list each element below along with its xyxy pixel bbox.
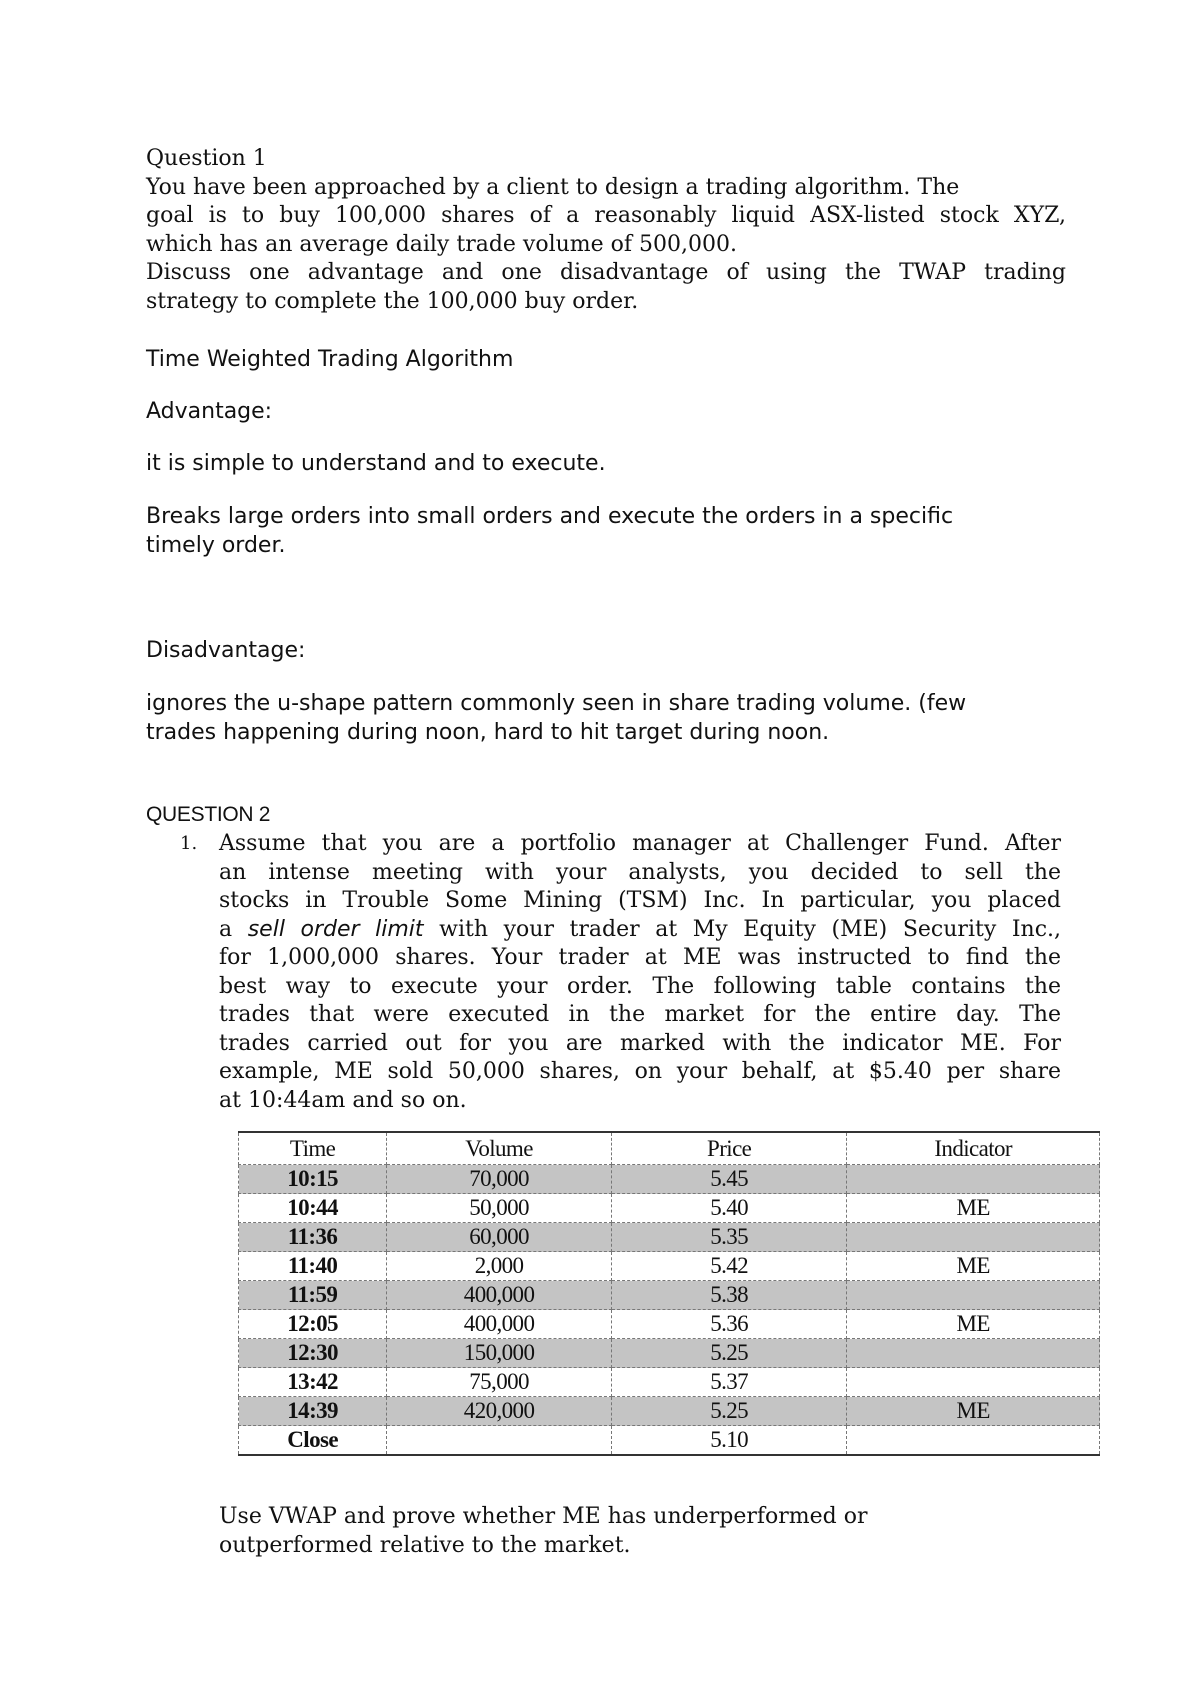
- question-2-followup: [219, 1503, 1061, 1560]
- indicator-cell: ME: [847, 1397, 1100, 1426]
- question-1: [146, 145, 1066, 316]
- volume-cell: 50,000: [387, 1194, 612, 1223]
- price-cell: 5.40: [611, 1194, 846, 1223]
- table-row: [239, 1426, 1100, 1456]
- question-2-text-line-4: [219, 916, 1061, 945]
- question-2-text-line: for 1,000,000 shares. Your trader at ME was instructed to find the: [219, 945, 1061, 970]
- header-indicator: Indicator: [847, 1132, 1100, 1165]
- time-cell: 10:44: [239, 1194, 387, 1223]
- question-1-text-line: Discuss one advantage and one disadvantage of using the TWAP trading: [146, 260, 1066, 285]
- volume-cell: 2,000: [387, 1252, 612, 1281]
- indicator-cell: ME: [847, 1310, 1100, 1339]
- table-row: [239, 1368, 1100, 1397]
- time-cell: 11:40: [239, 1252, 387, 1281]
- list-number: 1.: [180, 833, 198, 854]
- italic-term: sell order limit: [247, 916, 424, 942]
- time-cell: 12:05: [239, 1310, 387, 1339]
- time-cell: 13:42: [239, 1368, 387, 1397]
- volume-cell: 400,000: [387, 1310, 612, 1339]
- question-1-text-line: which has an average daily trade volume of 500,000.: [146, 231, 738, 257]
- time-cell: 11:59: [239, 1281, 387, 1310]
- question-2-heading: QUESTION 2: [146, 803, 271, 826]
- indicator-cell: ME: [847, 1252, 1100, 1281]
- price-cell: 5.25: [611, 1339, 846, 1368]
- indicator-cell: [847, 1426, 1100, 1456]
- question-1-text-line: goal is to buy 100,000 shares of a reasonably liquid ASX-listed stock XYZ,: [146, 203, 1066, 228]
- disadvantage-label: Disadvantage:: [146, 638, 306, 663]
- followup-text-line: outperformed relative to the market.: [219, 1532, 631, 1558]
- advantage-label: Advantage:: [146, 399, 273, 424]
- table-row: [239, 1310, 1100, 1339]
- price-cell: 5.10: [611, 1426, 846, 1456]
- price-cell: 5.37: [611, 1368, 846, 1397]
- header-volume: Volume: [387, 1132, 612, 1165]
- time-cell: Close: [239, 1426, 387, 1456]
- price-cell: 5.38: [611, 1281, 846, 1310]
- header-time: Time: [239, 1132, 387, 1165]
- answer-title: Time Weighted Trading Algorithm: [146, 347, 514, 372]
- indicator-cell: [847, 1165, 1100, 1194]
- question-2-text-line: Assume that you are a portfolio manager at Challenger Fund. After: [219, 831, 1061, 856]
- question-2-text-line: an intense meeting with your analysts, you decided to sell the: [219, 859, 1061, 885]
- volume-cell: 75,000: [387, 1368, 612, 1397]
- indicator-cell: [847, 1368, 1100, 1397]
- volume-cell: 420,000: [387, 1397, 612, 1426]
- question-2-text-line: at 10:44am and so on.: [219, 1087, 467, 1113]
- price-cell: 5.35: [611, 1223, 846, 1252]
- time-cell: 14:39: [239, 1397, 387, 1426]
- question-2-text-line: trades that were executed in the market for the entire day. The: [219, 1002, 1061, 1027]
- volume-cell: [387, 1426, 612, 1456]
- question-1-text-line: You have been approached by a client to design a trading algorithm. The: [146, 174, 960, 200]
- disadvantage-text-line: trades happening during noon, hard to hit target during noon.: [146, 719, 830, 745]
- table-row: [239, 1339, 1100, 1368]
- header-price: Price: [611, 1132, 846, 1165]
- table-body: [239, 1165, 1100, 1456]
- advantage-text-line: Breaks large orders into small orders and execute the orders in a specific: [146, 504, 954, 529]
- indicator-cell: [847, 1281, 1100, 1310]
- trades-table: [238, 1131, 1100, 1456]
- followup-text-line: Use VWAP and prove whether ME has underperformed or: [219, 1504, 868, 1529]
- volume-cell: 70,000: [387, 1165, 612, 1194]
- price-cell: 5.36: [611, 1310, 846, 1339]
- text-prefix: a: [219, 916, 248, 942]
- advantage-text-line: timely order.: [146, 532, 286, 558]
- question-1-text-line: strategy to complete the 100,000 buy order.: [146, 288, 639, 314]
- table-row: [239, 1194, 1100, 1223]
- question-2-text-line: example, ME sold 50,000 shares, on your behalf, at $5.40 per share: [219, 1059, 1061, 1084]
- text-suffix: with your trader at My Equity (ME) Security Inc.,: [423, 916, 1061, 942]
- table-header-row: [239, 1132, 1100, 1165]
- price-cell: 5.25: [611, 1397, 846, 1426]
- table-row: [239, 1397, 1100, 1426]
- time-cell: 12:30: [239, 1339, 387, 1368]
- disadvantage-text-line: ignores the u-shape pattern commonly seen in share trading volume. (few: [146, 691, 967, 716]
- table-row: [239, 1223, 1100, 1252]
- question-2-text-line: stocks in Trouble Some Mining (TSM) Inc. In particular, you placed: [219, 888, 1061, 913]
- advantage-point-2: [146, 503, 1066, 560]
- question-2-body: [219, 830, 1061, 1115]
- question-2-text-line: trades carried out for you are marked with the indicator ME. For: [219, 1030, 1061, 1056]
- price-cell: 5.42: [611, 1252, 846, 1281]
- time-cell: 10:15: [239, 1165, 387, 1194]
- indicator-cell: [847, 1339, 1100, 1368]
- time-cell: 11:36: [239, 1223, 387, 1252]
- table-row: [239, 1165, 1100, 1194]
- question-1-heading: Question 1: [146, 146, 267, 171]
- indicator-cell: [847, 1223, 1100, 1252]
- table-row: [239, 1252, 1100, 1281]
- volume-cell: 60,000: [387, 1223, 612, 1252]
- price-cell: 5.45: [611, 1165, 846, 1194]
- indicator-cell: ME: [847, 1194, 1100, 1223]
- question-2-text-line: best way to execute your order. The following table contains the: [219, 973, 1061, 999]
- volume-cell: 400,000: [387, 1281, 612, 1310]
- table-row: [239, 1281, 1100, 1310]
- advantage-point-1: it is simple to understand and to execute.: [146, 451, 606, 476]
- volume-cell: 150,000: [387, 1339, 612, 1368]
- disadvantage-point: [146, 690, 1066, 747]
